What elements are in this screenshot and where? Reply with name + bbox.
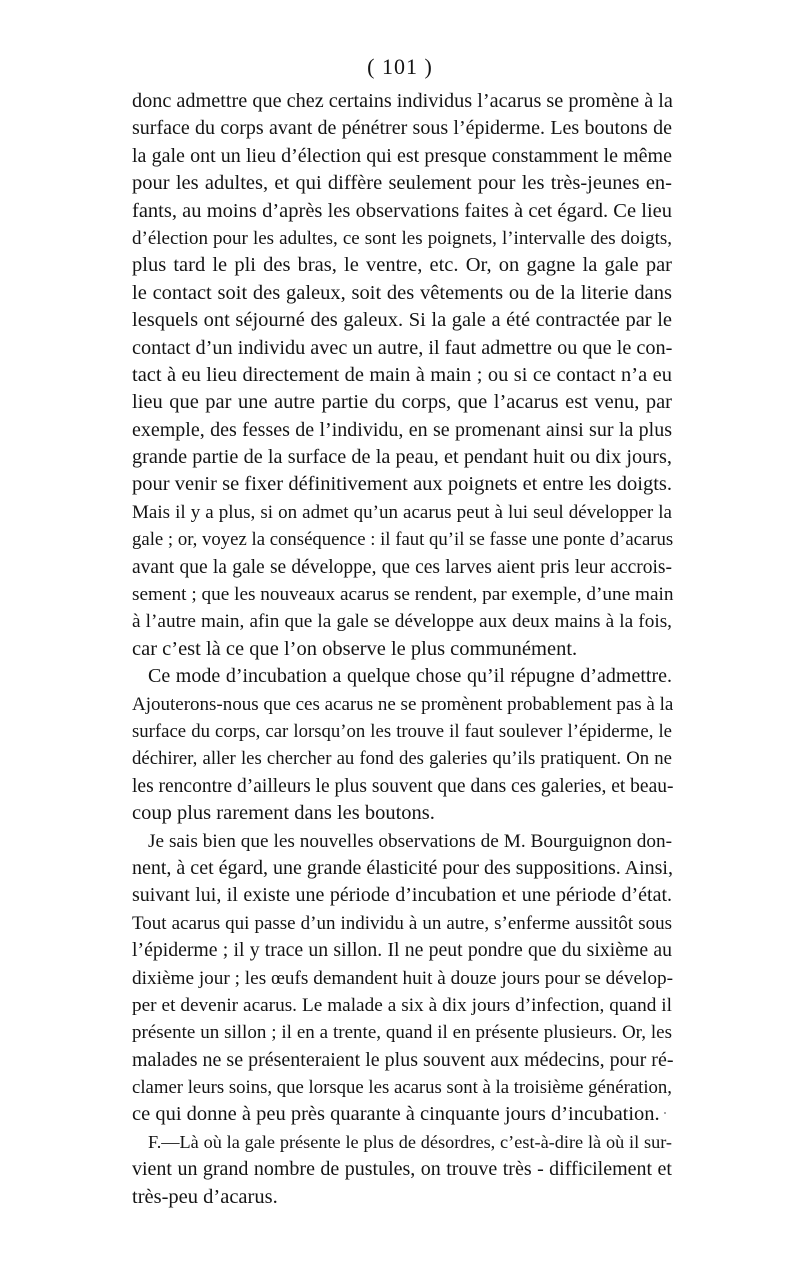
text-line: les rencontre d’ailleurs le plus souvent que dans ces galeries, et beau-	[132, 775, 674, 797]
page-number: ( 101 )	[367, 54, 433, 79]
text-line: contact d’un individu avec un autre, il faut admettre ou que le con-	[132, 336, 673, 359]
text-line: la gale ont un lieu d’élection qui est presque constamment le même	[132, 144, 672, 167]
print-speck	[664, 1112, 666, 1114]
text-line: nent, à cet égard, une grande élasticité pour des suppositions. Ainsi,	[132, 856, 673, 879]
text-line: Tout acarus qui passe d’un individu à un autre, s’enferme aussitôt sous	[132, 912, 672, 934]
text-line: pour les adultes, et qui diffère seulement pour les très-jeunes en-	[132, 172, 672, 195]
text-line: per et devenir acarus. Le malade a six à dix jours d’infection, quand il	[132, 994, 672, 1016]
text-line: F.—Là où la gale présente le plus de désordres, c’est-à-dire là où il sur-	[148, 1131, 672, 1152]
body-text	[132, 88, 672, 1211]
text-line: coup plus rarement dans les boutons.	[132, 802, 435, 825]
text-line: dixième jour ; les œufs demandent huit à douze jours pour se dévelop-	[132, 967, 674, 989]
text-line: surface du corps, car lorsqu’on les trouve il faut soulever l’épiderme, le	[132, 720, 672, 742]
text-line: déchirer, aller les chercher au fond des galeries qu’ils pratiquent. On ne	[132, 748, 672, 770]
text-line: pour venir se fixer définitivement aux poignets et entre les doigts.	[132, 473, 672, 496]
text-line: d’élection pour les adultes, ce sont les poignets, l’intervalle des doigts,	[132, 227, 672, 249]
text-line: à l’autre main, afin que la gale se développe aux deux mains à la fois,	[132, 611, 672, 633]
text-line: Mais il y a plus, si on admet qu’un acarus peut à lui seul développer la	[132, 501, 672, 523]
text-line: l’épiderme ; il y trace un sillon. Il ne peut pondre que du sixième au	[132, 939, 672, 962]
text-line: clamer leurs soins, que lorsque les acarus sont à la troisième génération,	[132, 1077, 672, 1099]
text-line: vient un grand nombre de pustules, on trouve très - difficilement et	[132, 1158, 672, 1181]
text-line: fants, au moins d’après les observations faites à cet égard. Ce lieu	[132, 199, 672, 222]
text-line: Ajouterons-nous que ces acarus ne se promènent probablement pas à la	[132, 693, 674, 715]
text-line: le contact soit des galeux, soit des vêtements ou de la literie dans	[132, 281, 672, 304]
text-line: Je sais bien que les nouvelles observations de M. Bourguignon don-	[148, 830, 672, 852]
text-line: gale ; or, voyez la conséquence : il faut qu’il se fasse une ponte d’acarus	[132, 529, 674, 551]
text-line: ce qui donne à peu près quarante à cinquante jours d’incubation.	[132, 1103, 660, 1126]
text-line: lieu que par une autre partie du corps, que l’acarus est venu, par	[132, 391, 672, 414]
text-line: surface du corps avant de pénétrer sous l’épiderme. Les boutons de	[132, 117, 672, 140]
text-line: suivant lui, il existe une période d’incubation et une période d’état.	[132, 884, 672, 907]
text-line: très-peu d’acarus.	[132, 1185, 278, 1208]
text-line: donc admettre que chez certains individus l’acarus se promène à la	[132, 90, 673, 112]
text-line: exemple, des fesses de l’individu, en se promenant ainsi sur la plus	[132, 418, 672, 441]
text-line: présente un sillon ; il en a trente, quand il en présente plusieurs. Or, les	[132, 1022, 672, 1044]
text-line: tact à eu lieu directement de main à main ; ou si ce contact n’a eu	[132, 363, 672, 386]
text-line: sement ; que les nouveaux acarus se rendent, par exemple, d’une main	[132, 584, 674, 606]
text-line: car c’est là ce que l’on observe le plus communément.	[132, 637, 578, 660]
text-line: grande partie de la surface de la peau, et pendant huit ou dix jours,	[132, 446, 672, 469]
text-line: malades ne se présenteraient le plus souvent aux médecins, pour ré-	[132, 1048, 674, 1071]
text-line: Ce mode d’incubation a quelque chose qu’il répugne d’admettre.	[148, 665, 672, 688]
text-line: avant que la gale se développe, que ces larves aient pris leur accrois-	[132, 556, 672, 578]
text-line: lesquels ont séjourné des galeux. Si la gale a été contractée par le	[132, 309, 672, 332]
text-line: plus tard le pli des bras, le ventre, etc. Or, on gagne la gale par	[132, 254, 672, 277]
